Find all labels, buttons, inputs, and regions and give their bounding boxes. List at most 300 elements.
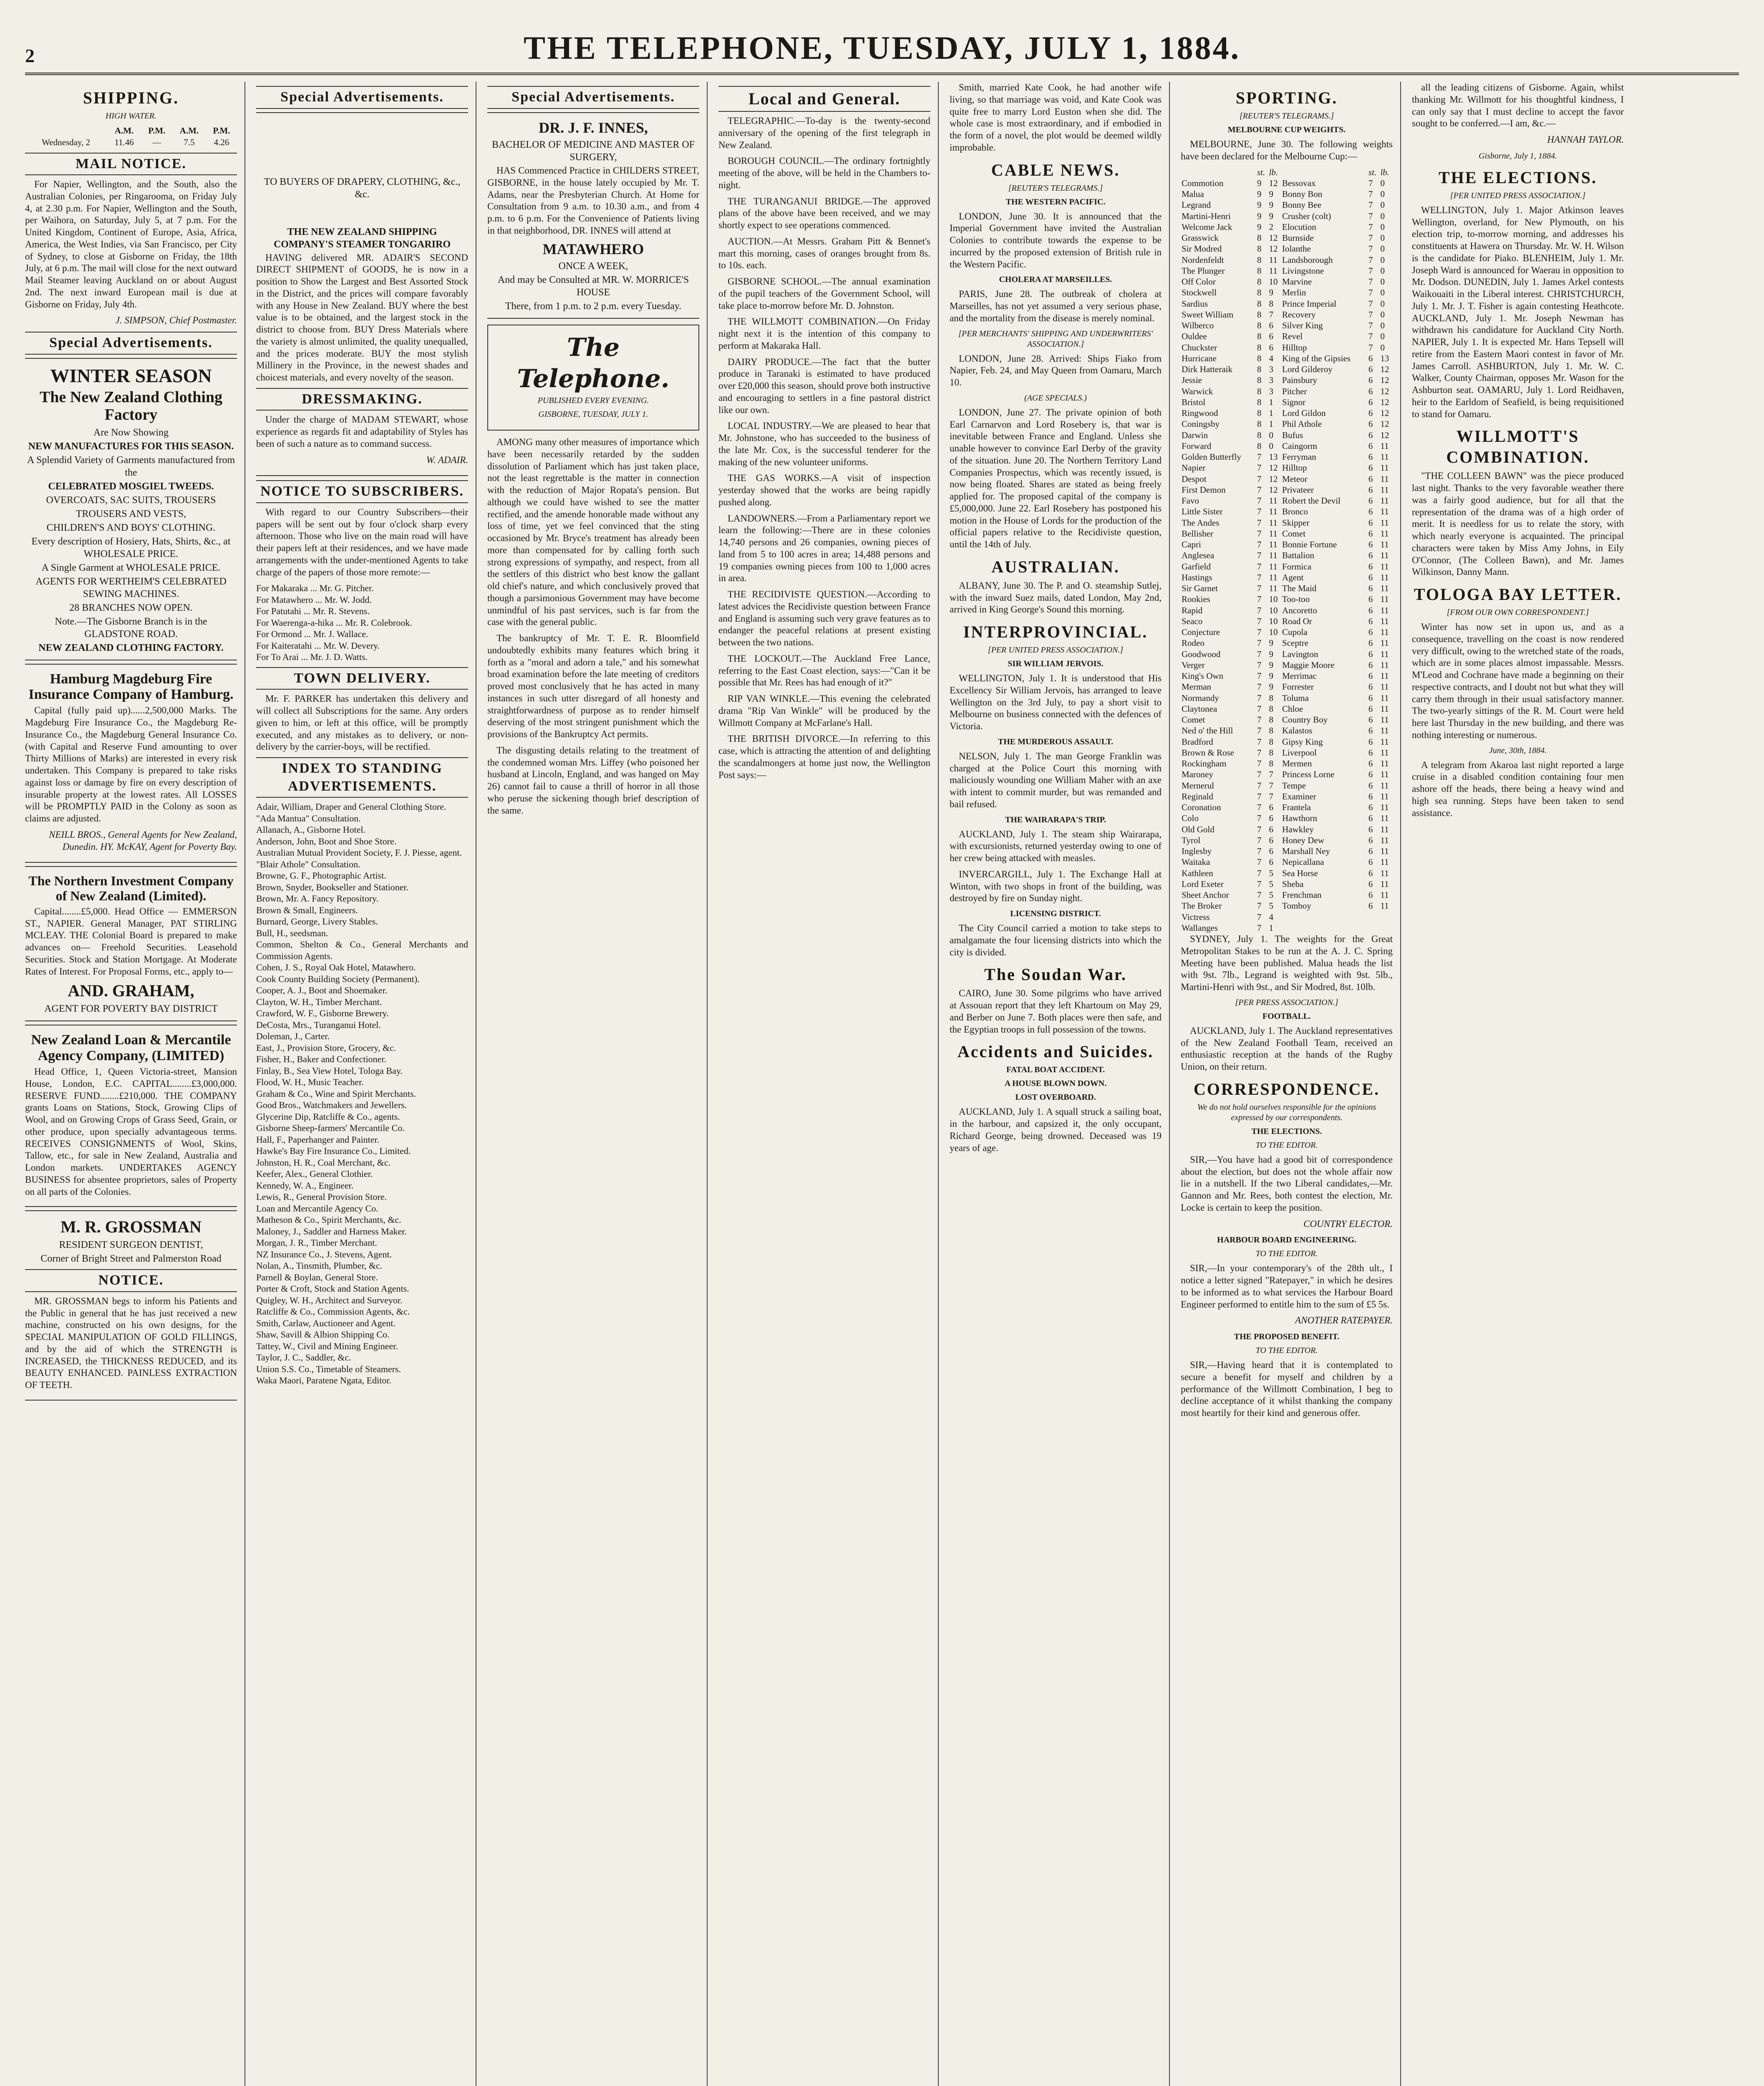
subheading: HARBOUR BOARD ENGINEERING. bbox=[1217, 1235, 1356, 1245]
weights-cell: Burnside bbox=[1282, 233, 1314, 243]
weights-row bbox=[1181, 298, 1393, 309]
weights-cell: Hastings bbox=[1182, 572, 1212, 582]
tologa-sub: [FROM OUR OWN CORRESPONDENT.] bbox=[1446, 608, 1589, 617]
weights-cell: 8 bbox=[1257, 309, 1262, 320]
ad-line: A Single Garment at WHOLESALE PRICE. bbox=[41, 562, 221, 573]
weights-cell: Bronco bbox=[1282, 506, 1308, 517]
local-item: LOCAL INDUSTRY.—We are pleased to hear that Mr. Johnstone, who has succeeded to the business of the late Mr. Cox, is the successful tenderer for the making of the new volunteer uniforms. bbox=[718, 421, 930, 467]
weights-row bbox=[1181, 835, 1393, 846]
weights-cell: 11 bbox=[1380, 517, 1389, 528]
weights-cell: 7 bbox=[1368, 178, 1373, 188]
weights-cell: Waitaka bbox=[1182, 857, 1210, 867]
weights-row bbox=[1181, 714, 1393, 725]
published-line: PUBLISHED EVERY EVENING. bbox=[537, 396, 649, 406]
town-text: Mr. F. PARKER has undertaken this delivery and will collect all Subscriptions for the same. Any orders given to him, or left at this office, will be promptly executed, and any mistakes as to delivery, or non-delivery by the carrier-boys, will be rectified. bbox=[256, 693, 468, 752]
weights-cell: 11 bbox=[1380, 671, 1389, 681]
local-item: THE TURANGANUI BRIDGE.—The approved plans of the above have been received, and we may shortly expect to see operations commenced. bbox=[718, 196, 930, 230]
article-paragraph: all the leading citizens of Gisborne. Again, whilst thanking Mr. Willmott for his thoughtful kindness, I can only say that I must decline to accept the favor sought to be conferred.—I am, &c.— bbox=[1412, 82, 1624, 129]
index-item: Shaw, Savill & Albion Shipping Co. bbox=[256, 1329, 390, 1340]
weights-cell: 6 bbox=[1368, 452, 1373, 462]
weights-cell: 9 bbox=[1269, 189, 1274, 199]
index-item: Union S.S. Co., Timetable of Steamers. bbox=[256, 1363, 401, 1374]
weights-cell: Merlin bbox=[1282, 287, 1306, 298]
clothing-factory-title: The New Zealand Clothing Factory bbox=[39, 388, 223, 423]
index-item: Taylor, J. C., Saddler, &c. bbox=[256, 1352, 351, 1363]
column-1 bbox=[25, 82, 245, 2086]
weights-cell: 6 bbox=[1368, 868, 1373, 878]
weights-row bbox=[1181, 265, 1393, 276]
index-item: Loan and Mercantile Agency Co. bbox=[256, 1203, 378, 1214]
weights-cell: 7 bbox=[1257, 561, 1262, 572]
index-item: Keefer, Alex., General Clothier. bbox=[256, 1169, 373, 1179]
weights-cell: 9 bbox=[1269, 660, 1274, 670]
weights-cell: 1 bbox=[1269, 419, 1274, 429]
index-item: Flood, W. H., Music Teacher. bbox=[256, 1077, 364, 1087]
weights-cell: Kathleen bbox=[1182, 868, 1213, 878]
weights-cell: Claytonea bbox=[1182, 703, 1217, 714]
weights-cell: 7 bbox=[1368, 211, 1373, 221]
weights-cell: Lavington bbox=[1282, 649, 1318, 659]
weights-row bbox=[1181, 747, 1393, 758]
subheading: SIR WILLIAM JERVOIS. bbox=[1008, 659, 1104, 668]
weights-cell: 11 bbox=[1380, 879, 1389, 889]
weights-cell: 0 bbox=[1269, 441, 1274, 451]
weights-cell: Stockwell bbox=[1182, 287, 1217, 298]
index-item: DeCosta, Mrs., Turanganui Hotel. bbox=[256, 1019, 381, 1030]
index-item: Australian Mutual Provident Society, F. J. Piesse, agent. bbox=[256, 847, 462, 858]
local-item: AUCTION.—At Messrs. Graham Pitt & Bennet's mart this morning, cases of oranges brought from 8s. to 10s. each. bbox=[718, 236, 930, 271]
weights-row bbox=[1181, 627, 1393, 637]
column-4 bbox=[718, 82, 939, 2086]
tologa-date: June, 30th, 1884. bbox=[1489, 746, 1547, 755]
reuters-line: [REUTER'S TELEGRAMS.] bbox=[1008, 183, 1103, 193]
weights-cell: 7 bbox=[1257, 715, 1262, 725]
weights-header-cell bbox=[1281, 167, 1368, 178]
weights-cell: 6 bbox=[1368, 550, 1373, 561]
weights-cell: 11 bbox=[1380, 649, 1389, 659]
index-item: Gisborne Sheep-farmers' Mercantile Co. bbox=[256, 1123, 405, 1133]
weights-cell: 6 bbox=[1368, 638, 1373, 648]
nzloan-title: New Zealand Loan & Mercantile Agency Company, (LIMITED) bbox=[31, 1032, 231, 1063]
weights-cell: 7 bbox=[1257, 605, 1262, 615]
index-item: Cohen, J. S., Royal Oak Hotel, Matawhero. bbox=[256, 962, 416, 972]
weights-cell: 11 bbox=[1380, 452, 1389, 462]
weights-cell: Maggie Moore bbox=[1282, 660, 1335, 670]
weights-cell: 6 bbox=[1368, 671, 1373, 681]
weights-cell: 11 bbox=[1269, 572, 1278, 582]
subheading: FATAL BOAT ACCIDENT. bbox=[1006, 1065, 1105, 1075]
weights-cell: 11 bbox=[1269, 539, 1278, 549]
weights-cell: Bessovax bbox=[1282, 178, 1316, 188]
weights-cell: 7 bbox=[1257, 726, 1262, 736]
column-2 bbox=[256, 82, 476, 2086]
weights-cell: Ancoretto bbox=[1282, 605, 1318, 615]
weights-cell: Darwin bbox=[1182, 430, 1208, 440]
weights-cell: 9 bbox=[1269, 211, 1274, 221]
index-item: Quigley, W. H., Architect and Surveyor. bbox=[256, 1295, 403, 1305]
index-item: Parnell & Boylan, General Store. bbox=[256, 1272, 378, 1282]
ad-line: CHILDREN'S AND BOYS' CLOTHING. bbox=[46, 522, 216, 533]
weights-cell: 11 bbox=[1380, 474, 1389, 484]
weights-cell: 1 bbox=[1269, 408, 1274, 418]
index-item: Burnard, George, Livery Stables. bbox=[256, 916, 378, 927]
weights-cell: 0 bbox=[1380, 222, 1385, 232]
weights-cell: 8 bbox=[1269, 298, 1274, 309]
weights-cell: Ringwood bbox=[1182, 408, 1218, 418]
weights-cell: Sea Horse bbox=[1282, 868, 1318, 878]
weights-cell: 7 bbox=[1257, 506, 1262, 517]
weights-cell: Rockingham bbox=[1182, 758, 1227, 768]
subheading: A HOUSE BLOWN DOWN. bbox=[1004, 1079, 1107, 1088]
innes-text: HAS Commenced Practice in CHILDERS STREET, GISBORNE, in the house lately occupied by Mr. T. Adams, near the Presbyterian Church. At Home for Consultation from 9 a.m. to 10.30 a.m., and from 4 p.m. to 6 p.m. For the Convenience of Patients living in that neighborhood, DR. INNES will attend at bbox=[487, 165, 699, 236]
weights-cell: 11 bbox=[1380, 528, 1389, 539]
weights-cell: 6 bbox=[1269, 342, 1274, 353]
weights-cell: 7 bbox=[1257, 649, 1262, 659]
weights-cell: 12 bbox=[1269, 233, 1278, 243]
weights-cell: 11 bbox=[1380, 583, 1389, 593]
weights-cell: 11 bbox=[1380, 572, 1389, 582]
weights-cell: Liverpool bbox=[1282, 747, 1317, 758]
weights-cell: Chloe bbox=[1282, 703, 1303, 714]
weights-row bbox=[1181, 320, 1393, 331]
ad-line: Are Now Showing bbox=[93, 427, 169, 438]
weights-row bbox=[1181, 408, 1393, 418]
weights-cell: 6 bbox=[1368, 879, 1373, 889]
weights-cell: Reginald bbox=[1182, 791, 1213, 801]
index-item: Good Bros., Watchmakers and Jewellers. bbox=[256, 1100, 407, 1110]
weights-cell: 7 bbox=[1368, 320, 1373, 330]
weights-cell: Crusher (colt) bbox=[1282, 211, 1331, 221]
weights-cell: Sheet Anchor bbox=[1182, 890, 1229, 900]
weights-cell: 7 bbox=[1257, 693, 1262, 703]
weights-row bbox=[1181, 649, 1393, 660]
grossman-title: M. R. GROSSMAN bbox=[60, 1217, 202, 1237]
weights-cell: 7 bbox=[1257, 780, 1262, 791]
weights-cell: 8 bbox=[1269, 736, 1274, 747]
weights-cell: Comet bbox=[1182, 715, 1205, 725]
weights-cell: 12 bbox=[1380, 364, 1389, 374]
weights-cell: Sheba bbox=[1282, 879, 1304, 889]
weights-cell: 8 bbox=[1257, 386, 1262, 396]
weights-cell: Kalastos bbox=[1282, 726, 1313, 736]
weights-cell: 11 bbox=[1269, 550, 1278, 561]
local-item: THE RECIDIVISTE QUESTION.—According to latest advices the Recidiviste question between France and England is assuming such very grave features as to endanger the peaceful relations at present existing between the two nations. bbox=[718, 589, 930, 647]
weights-cell: 12 bbox=[1269, 244, 1278, 254]
weights-row bbox=[1181, 594, 1393, 605]
northern-text: Capital........£5,000. Head Office — EMMERSON ST., NAPIER. General Manager, PAT STIRLING MCLEAY. THE Colonial Board is prepared to make advances on— Freehold Securities. Leasehold Securities. Stock and Station Mortgage. At Moderate Rates of Interest. For Proposal Forms, etc., apply to— bbox=[25, 906, 237, 977]
weights-cell: Bellisher bbox=[1182, 528, 1213, 539]
mail-notice-heading: MAIL NOTICE. bbox=[25, 153, 237, 176]
weights-cell: 11 bbox=[1269, 583, 1278, 593]
weights-cell: 6 bbox=[1269, 835, 1274, 845]
weights-cell: Mermen bbox=[1282, 758, 1312, 768]
column-5 bbox=[950, 82, 1170, 2086]
weights-cell: Forward bbox=[1182, 441, 1212, 451]
weights-cell: Merrimac bbox=[1282, 671, 1317, 681]
weights-cell: Forrester bbox=[1282, 682, 1314, 692]
weights-row bbox=[1181, 331, 1393, 342]
to-editor: TO THE EDITOR. bbox=[1255, 1249, 1318, 1259]
hours-line: There, from 1 p.m. to 2 p.m. every Tuesday. bbox=[505, 301, 682, 312]
weights-cell: 7 bbox=[1257, 539, 1262, 549]
weights-cell: 6 bbox=[1368, 693, 1373, 703]
weights-row bbox=[1181, 397, 1393, 408]
weights-cell: 8 bbox=[1257, 265, 1262, 276]
weights-cell: Little Sister bbox=[1182, 506, 1223, 517]
weights-cell: 0 bbox=[1380, 331, 1385, 342]
masthead bbox=[25, 17, 1739, 75]
weights-cell: 6 bbox=[1368, 846, 1373, 856]
weights-cell: 9 bbox=[1257, 200, 1262, 210]
tide-row: Wednesday, 2 11.46 — 7.5 4.26 bbox=[42, 137, 229, 148]
weights-table bbox=[1181, 167, 1393, 934]
weights-cell: 7 bbox=[1269, 309, 1274, 320]
weights-cell: 6 bbox=[1368, 441, 1373, 451]
weights-cell: 6 bbox=[1368, 682, 1373, 692]
letter-sign: HANNAH TAYLOR. bbox=[1547, 134, 1624, 145]
once-week: ONCE A WEEK, bbox=[558, 261, 628, 272]
weights-cell: 6 bbox=[1368, 857, 1373, 867]
weights-cell: 11 bbox=[1380, 506, 1389, 517]
weights-cell: 8 bbox=[1257, 233, 1262, 243]
letter-date: Gisborne, July 1, 1884. bbox=[1479, 151, 1557, 161]
weights-row bbox=[1181, 780, 1393, 791]
weights-cell bbox=[1281, 922, 1368, 933]
article-paragraph: CAIRO, June 30. Some pilgrims who have arrived at Assouan report that they left Khartoum on May 29, and Berber on June 7. Both places were then safe, and the Egyptian troops in full possession of the towns. bbox=[950, 988, 1162, 1035]
weights-cell: 11 bbox=[1380, 715, 1389, 725]
weights-cell: 6 bbox=[1368, 780, 1373, 791]
weights-cell: 6 bbox=[1269, 802, 1274, 812]
weights-cell: Nepicallana bbox=[1282, 857, 1324, 867]
ad-line: Every description of Hosiery, Hats, Shirts, &c., at WHOLESALE PRICE. bbox=[31, 536, 231, 559]
weights-cell: Rapid bbox=[1182, 605, 1203, 615]
weights-row bbox=[1181, 451, 1393, 462]
weights-cell: Formica bbox=[1282, 561, 1312, 572]
weights-cell: Hilltop bbox=[1282, 463, 1307, 473]
weights-cell: 7 bbox=[1257, 660, 1262, 670]
weights-cell: Hawthorn bbox=[1282, 813, 1318, 824]
weights-cell: Recovery bbox=[1282, 309, 1316, 320]
hamburg-agent: NEILL BROS., General Agents for New Zealand, Dunedin. HY. McKAY, Agent for Poverty Bay. bbox=[49, 829, 237, 852]
weights-row bbox=[1181, 287, 1393, 298]
graham-title: AND. GRAHAM, bbox=[68, 981, 194, 1000]
weights-cell: 7 bbox=[1257, 703, 1262, 714]
weights-cell: 11 bbox=[1380, 769, 1389, 780]
weights-cell: 11 bbox=[1380, 561, 1389, 572]
willmott-heading: WILLMOTT'S COMBINATION. bbox=[1446, 427, 1590, 467]
weights-cell: Chuckster bbox=[1182, 342, 1217, 353]
index-item: Ratcliffe & Co., Commission Agents, &c. bbox=[256, 1306, 410, 1317]
weights-cell: 10 bbox=[1269, 627, 1278, 637]
article-paragraph: INVERCARGILL, July 1. The Exchange Hall at Winton, with two shops in front of the building, was destroyed by fire on Sunday night. bbox=[950, 869, 1162, 904]
weights-cell: 9 bbox=[1269, 682, 1274, 692]
weights-cell: Landsborough bbox=[1282, 254, 1333, 265]
weights-cell: 9 bbox=[1257, 211, 1262, 221]
weights-cell: 7 bbox=[1257, 517, 1262, 528]
weights-cell: Normandy bbox=[1182, 693, 1219, 703]
weights-cell: 7 bbox=[1257, 583, 1262, 593]
tologa-heading: TOLOGA BAY LETTER. bbox=[1414, 585, 1622, 604]
weights-cell: King's Own bbox=[1182, 671, 1224, 681]
weights-cell: Privateer bbox=[1282, 484, 1314, 495]
weights-cell: 7 bbox=[1257, 846, 1262, 856]
tide-header-row: A.M. P.M. A.M. P.M. bbox=[114, 126, 230, 136]
weights-cell: 6 bbox=[1269, 813, 1274, 824]
correspondence-note: We do not hold ourselves responsible for the opinions expressed by our correspondents. bbox=[1197, 1102, 1376, 1122]
weights-cell: 8 bbox=[1257, 277, 1262, 287]
weights-cell: 13 bbox=[1380, 353, 1389, 363]
weights-cell: Signor bbox=[1282, 397, 1306, 407]
weights-cell: 7 bbox=[1368, 331, 1373, 342]
index-item: Matheson & Co., Spirit Merchants, &c. bbox=[256, 1214, 401, 1225]
index-item: Lewis, R., General Provision Store. bbox=[256, 1192, 387, 1202]
agent-item: For Matawhero ... Mr. W. Jodd. bbox=[256, 594, 372, 605]
weights-cell: 3 bbox=[1269, 375, 1274, 385]
index-item: "Blair Athole" Consultation. bbox=[256, 859, 360, 869]
notice-heading: NOTICE. bbox=[25, 1269, 237, 1292]
weights-cell: Ned o' the Hill bbox=[1182, 726, 1233, 736]
weights-row bbox=[1181, 824, 1393, 835]
matawhero-title: MATAWHERO bbox=[542, 240, 644, 257]
weights-cell: 7 bbox=[1257, 594, 1262, 605]
weights-row bbox=[1181, 758, 1393, 769]
weights-cell: 11 bbox=[1269, 506, 1278, 517]
article-paragraph: Smith, married Kate Cook, he had another wife living, so that marriage was void, and Kate Cook was quite free to marry Lord Euston when she did. The whole case is most extraordinary, and if embodied in the form of a novel, the plot would be deemed wildly improbable. bbox=[950, 82, 1162, 153]
leader-paragraph: AMONG many other measures of importance which have been necessarily retarded by the sudden dissolution of Parliament which has just taken place, not the least regrettable is the matter in connection with the reduction of Major Ropata's pension. But although we could have wished to see the matter rectified, and the amende honorable made without any loss of time, yet we feel convinced that the sting occasioned by Mr. Bryce's treatment has already been more than compensated for by calling forth such strong expressions of sympathy, and respect, from all the settlers of this district who best know the gallant old chief's nature, and which conclusively proved that though a parsimonious Government may have become unmindful of his past services, such is far from the case with the general public. bbox=[487, 437, 699, 627]
mail-notice-text: For Napier, Wellington, and the South, also the Australian Colonies, per Ringarooma, on Friday July 4, at 2.30 p.m. For Napier, Wellington and the South, per Waihora, on Saturday, July 5, at 7 p.m. For the United Kingdom, Continent of Europe, Asia, Africa, America, the West Indies, via San Francisco, per City of Sydney, to close at Gisborne on Friday, the 18th July, at 6 p.m. The mail will close for the next outward Mail Steamer leaving Auckland on or about August 2nd. The next inward European mail is due at Gisborne on Friday, July 4th. bbox=[25, 179, 237, 310]
weights-cell: 1 bbox=[1269, 397, 1274, 407]
weights-cell: 7 bbox=[1257, 484, 1262, 495]
index-item: Common, Shelton & Co., General Merchants and Commission Agents. bbox=[256, 939, 468, 961]
weights-cell: Coningsby bbox=[1182, 419, 1220, 429]
weights-cell: 8 bbox=[1257, 419, 1262, 429]
ad-line: NEW MANUFACTURES FOR THIS SEASON. bbox=[28, 441, 234, 452]
weights-cell: 11 bbox=[1380, 594, 1389, 605]
index-item: Tattey, W., Civil and Mining Engineer. bbox=[256, 1340, 398, 1351]
ad-line: NEW ZEALAND CLOTHING FACTORY. bbox=[38, 642, 224, 653]
index-item: Hawke's Bay Fire Insurance Co., Limited. bbox=[256, 1146, 411, 1156]
weights-cell: 6 bbox=[1368, 528, 1373, 539]
weights-cell: 7 bbox=[1368, 222, 1373, 232]
weights-cell bbox=[1379, 912, 1393, 922]
weights-cell: 7 bbox=[1257, 616, 1262, 626]
weights-cell: Welcome Jack bbox=[1182, 222, 1232, 232]
weights-row bbox=[1181, 550, 1393, 561]
subheading: LICENSING DISTRICT. bbox=[1010, 909, 1101, 918]
weights-cell: 11 bbox=[1380, 901, 1389, 911]
weights-cell: 9 bbox=[1257, 178, 1262, 188]
subheading: THE ELECTIONS. bbox=[1251, 1126, 1322, 1136]
weights-cell: 6 bbox=[1368, 813, 1373, 824]
upa-line: [PER UNITED PRESS ASSOCIATION.] bbox=[988, 645, 1124, 655]
weights-row bbox=[1181, 725, 1393, 736]
weights-cell: 8 bbox=[1257, 287, 1262, 298]
index-item: Waka Maori, Paratene Ngata, Editor. bbox=[256, 1375, 391, 1386]
weights-cell bbox=[1368, 912, 1380, 922]
paper-name: The Telephone. bbox=[517, 333, 670, 394]
weights-cell: Bradford bbox=[1182, 736, 1213, 747]
weights-cell: 9 bbox=[1269, 287, 1274, 298]
special-ads-heading: Special Advertisements. bbox=[487, 86, 699, 109]
weights-cell: 11 bbox=[1380, 550, 1389, 561]
weights-cell: 7 bbox=[1257, 736, 1262, 747]
weights-cell: 8 bbox=[1257, 244, 1262, 254]
column-7 bbox=[1412, 82, 1631, 2086]
weights-cell: 6 bbox=[1368, 364, 1373, 374]
elections-heading: THE ELECTIONS. bbox=[1439, 168, 1597, 187]
letter-sign: ANOTHER RATEPAYER. bbox=[1295, 1315, 1393, 1326]
weights-cell: First Demon bbox=[1182, 484, 1226, 495]
index-item: Browne, G. F., Photographic Artist. bbox=[256, 870, 386, 881]
weights-cell: 11 bbox=[1380, 693, 1389, 703]
agent-item: For Patutahi ... Mr. R. Stevens. bbox=[256, 606, 370, 617]
weights-cell: Martini-Henri bbox=[1182, 211, 1231, 221]
weights-cell: 12 bbox=[1380, 430, 1389, 440]
weights-cell: Bonnie Fortune bbox=[1282, 539, 1337, 549]
weights-cell: 7 bbox=[1257, 474, 1262, 484]
weights-cell: 6 bbox=[1368, 802, 1373, 812]
weights-cell: Favo bbox=[1182, 496, 1199, 506]
weights-cell: 11 bbox=[1269, 517, 1278, 528]
weights-cell: 9 bbox=[1269, 649, 1274, 659]
weights-cell: 11 bbox=[1269, 496, 1278, 506]
index-item: Graham & Co., Wine and Spirit Merchants. bbox=[256, 1088, 416, 1099]
weights-row bbox=[1181, 517, 1393, 528]
weights-cell: 6 bbox=[1368, 835, 1373, 845]
nz-loan-ad bbox=[25, 1025, 237, 1207]
weights-cell: 7 bbox=[1257, 835, 1262, 845]
weights-cell: 8 bbox=[1257, 430, 1262, 440]
weights-cell: 4 bbox=[1269, 912, 1274, 922]
weights-cell: 0 bbox=[1380, 254, 1385, 265]
local-item: THE GAS WORKS.—A visit of inspection yesterday showed that the works are being rapidly pushed along. bbox=[718, 473, 930, 507]
weights-cell: 12 bbox=[1269, 463, 1278, 473]
subscribers-heading: NOTICE TO SUBSCRIBERS. bbox=[256, 480, 468, 503]
innes-title: DR. J. F. INNES, bbox=[539, 119, 648, 136]
weights-cell: 7 bbox=[1257, 671, 1262, 681]
cholera-heading: CHOLERA AT MARSEILLES. bbox=[999, 275, 1112, 285]
adair-sign: W. ADAIR. bbox=[426, 454, 468, 465]
article-paragraph: LONDON, June 27. The private opinion of both Earl Carnarvon and Lord Rosebery is, that war is inevitable between France and England. Unless she unable however to convince Earl Derby of the gravity of the situation. June 20. The Northern Territory Land Companies Prospectus, which was recently issued, is now being floated. Shares are stated as being freely applied for. The proposed capital of the company is £5,000,000. June 22. Earl Rosebery has postponed his motion in the House of Lords for the production of the official papers relative to the Recidiviste question, until the 14th of July. bbox=[950, 407, 1162, 549]
weights-header-cell bbox=[1181, 167, 1256, 178]
weights-cell: 7 bbox=[1257, 452, 1262, 462]
article-paragraph: "THE COLLEEN BAWN" was the piece produced last night. Thanks to the very favorable weather there was a fairly good audience, but for all that the representation of the drama was of a high order of merit. It is needless for us to relate the story, with which nearly everyone is acquainted. The principal characters were taken by Miss Amy Johns, in Eily O'Connor, (The Colleen Bawn), and Mr. James Wilkinson, Danny Mann. bbox=[1412, 471, 1624, 577]
weights-cell: Country Boy bbox=[1282, 715, 1328, 725]
weights-cell: 7 bbox=[1257, 813, 1262, 824]
weights-cell: 5 bbox=[1269, 879, 1274, 889]
weights-cell: 12 bbox=[1380, 397, 1389, 407]
weights-cell: 9 bbox=[1257, 189, 1262, 199]
article-paragraph: LONDON, June 30. It is announced that the Imperial Government have invited the Australian Colonies to contribute towards the expense to be incurred by the proposed extension of British rule in the Western Pacific. bbox=[950, 211, 1162, 270]
weights-cell: 8 bbox=[1257, 397, 1262, 407]
weights-cell: Coronation bbox=[1182, 802, 1221, 812]
ad-line: Note.—The Gisborne Branch is in the GLADSTONE ROAD. bbox=[55, 616, 207, 640]
weights-cell: 5 bbox=[1269, 901, 1274, 911]
to-editor: TO THE EDITOR. bbox=[1255, 1140, 1318, 1150]
weights-row bbox=[1181, 769, 1393, 780]
weights-cell: 12 bbox=[1380, 375, 1389, 385]
index-item: Brown & Small, Engineers. bbox=[256, 904, 358, 915]
weights-cell: 8 bbox=[1257, 353, 1262, 363]
weights-cell: Warwick bbox=[1182, 386, 1213, 396]
dressmaking-heading: DRESSMAKING. bbox=[256, 388, 468, 411]
weights-cell: 0 bbox=[1380, 265, 1385, 276]
weights-cell: Sir Modred bbox=[1182, 244, 1222, 254]
weights-cell: Prince Imperial bbox=[1282, 298, 1337, 309]
weights-row bbox=[1181, 276, 1393, 287]
weights-header-cell: st. bbox=[1257, 167, 1265, 177]
graham-sub: AGENT FOR POVERTY BAY DISTRICT bbox=[44, 1003, 218, 1015]
